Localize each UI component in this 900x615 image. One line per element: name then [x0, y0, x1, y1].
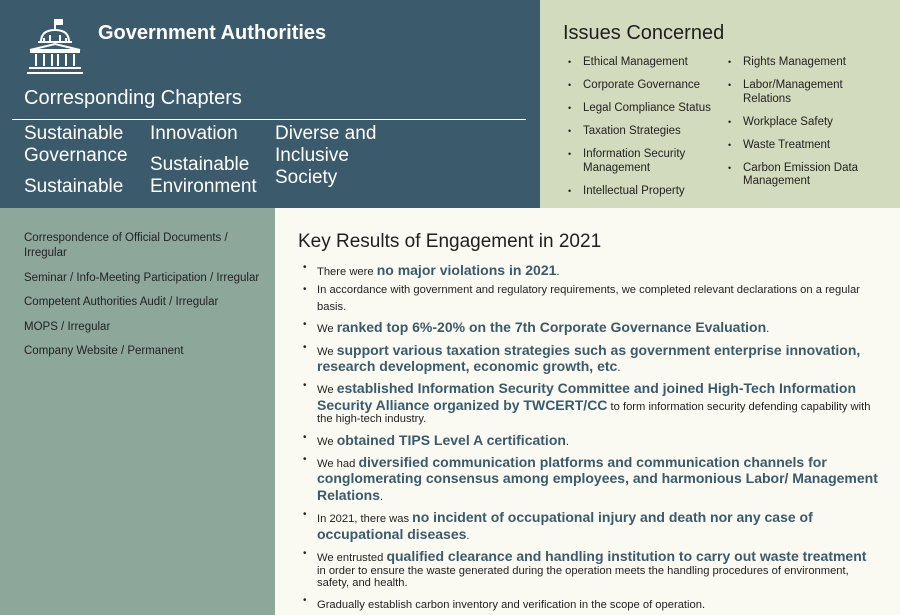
result-highlight: qualified clearance and handling institution to carry out waste treatment — [386, 548, 867, 565]
result-highlight: no major violations in 2021 — [376, 262, 557, 278]
result-text: . — [556, 266, 560, 278]
result-text: . — [766, 323, 770, 336]
result-text: . — [565, 435, 570, 448]
chapters-title: Corresponding Chapters — [24, 87, 242, 109]
government-building-icon — [26, 18, 84, 76]
issue-item: • Taxation Strategies — [568, 125, 728, 139]
result-highlight: diversified communication platforms and communication channels for conglomerating consensus among employees, and harmonious Labor/ Management Relations — [317, 454, 878, 503]
chapters-column-2 — [150, 123, 270, 207]
chapter-sustainable-environment: Sustainable Environment — [150, 154, 257, 197]
issue-item: • Corporate Governance — [568, 79, 728, 93]
issue-item: • Carbon Emission Data Management — [728, 162, 893, 189]
result-item — [303, 284, 878, 313]
results-list — [303, 262, 878, 615]
result-text: We — [317, 384, 337, 397]
channel-item: Correspondence of Official Documents / Irregular — [24, 232, 228, 259]
result-item — [303, 595, 878, 611]
chapter-sustainable-governance: Sustainable Governance — [24, 123, 128, 166]
result-highlight: ranked top 6%-20% on the 7th Corporate Governance Evaluation — [336, 319, 767, 336]
result-text: . — [466, 529, 470, 542]
issues-title: Issues Concerned — [563, 22, 725, 44]
channels-list — [24, 231, 264, 369]
result-text: to form information security defending capability with the high-tech industry. — [317, 400, 871, 426]
channel-item: Company Website / Permanent — [24, 345, 184, 357]
results-title: Key Results of Engagement in 2021 — [298, 231, 602, 252]
issue-item: • Ethical Management — [568, 56, 728, 70]
result-highlight: support various taxation strategies such as government enterprise innovation, research development, economic growth, etc — [317, 341, 861, 375]
result-highlight: obtained TIPS Level A certification — [336, 431, 566, 448]
chapter-sustainable: Sustainable — [24, 176, 124, 197]
channel-item: Seminar / Info-Meeting Participation / Irregular — [24, 271, 260, 284]
issue-item: • Workplace Safety — [728, 116, 893, 130]
result-text: Gradually establish carbon inventory and verification in the scope of operation. — [317, 599, 706, 612]
result-item — [303, 548, 878, 589]
issues-list-left — [568, 56, 728, 208]
issues-list-right — [728, 56, 893, 198]
result-text: We — [317, 323, 337, 336]
issue-item: • Waste Treatment — [728, 139, 893, 153]
chapter-diverse-inclusive-society: Diverse and Inclusive Society — [275, 123, 377, 188]
result-item — [303, 432, 878, 448]
result-text: We entrusted — [317, 552, 387, 565]
result-item — [303, 262, 878, 278]
chapters-column-1 — [24, 123, 134, 207]
chapter-innovation: Innovation — [150, 123, 238, 144]
issue-item: • Labor/Management Relations — [728, 79, 893, 106]
result-text: . — [617, 362, 621, 375]
result-item — [303, 509, 878, 542]
channel-item: Competent Authorities Audit / Irregular — [24, 296, 219, 308]
result-item — [303, 342, 878, 375]
divider — [12, 119, 526, 120]
issue-item: • Rights Management — [728, 56, 893, 70]
result-highlight: established Information Security Committee and joined High-Tech Information Security Alliance organized by TWCERT/CC — [317, 380, 857, 413]
result-highlight: no incident of occupational injury and death nor any case of occupational diseases — [317, 509, 813, 542]
issue-item: • Information Security Management — [568, 148, 728, 175]
result-text: There were — [317, 266, 377, 278]
result-text: We — [317, 435, 337, 448]
result-text: in order to ensure the waste generated during the operation meets the handling procedures of environment, safety, and health. — [317, 564, 849, 589]
result-item — [303, 319, 878, 335]
result-text: . — [380, 490, 384, 503]
chapters-column-3 — [275, 123, 395, 198]
issue-item: • Intellectual Property — [568, 185, 728, 199]
result-item — [303, 380, 878, 425]
result-text: In 2021, there was — [317, 513, 413, 526]
result-text: We had — [317, 458, 359, 471]
government-title: Government Authorities — [98, 22, 327, 44]
channel-item: MOPS / Irregular — [24, 320, 111, 333]
result-item — [303, 454, 878, 503]
result-text: In accordance with government and regulatory requirements, we completed relevant declarations on a regular basis. — [317, 284, 860, 313]
issue-item: • Legal Compliance Status — [568, 102, 728, 116]
result-text: We — [317, 345, 337, 358]
